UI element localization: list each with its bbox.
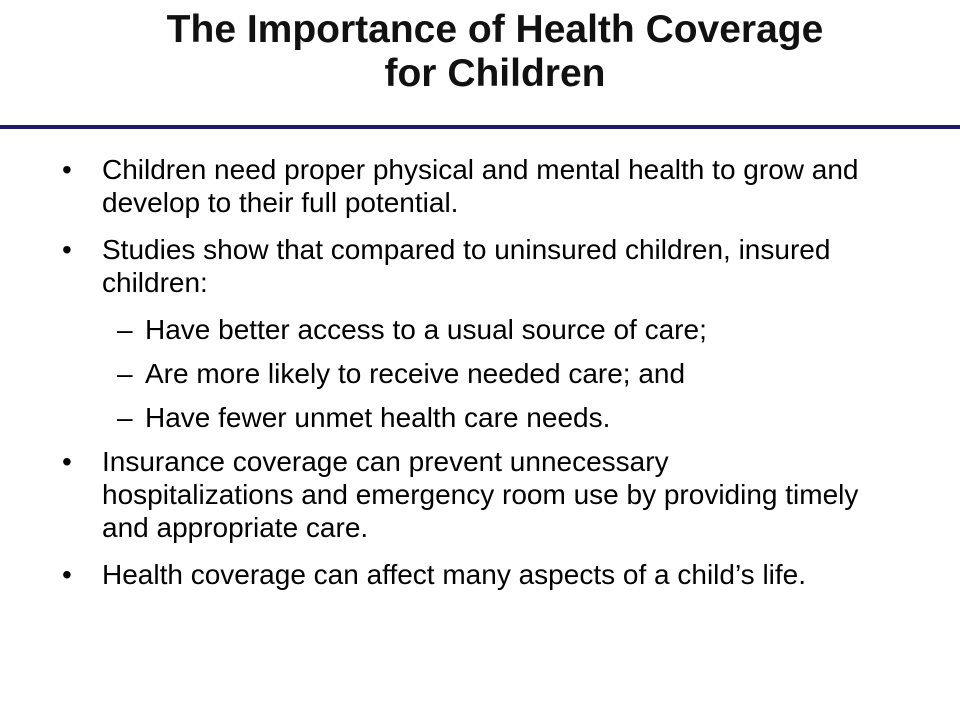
bullet-item: [0, 233, 862, 299]
sub-bullet-marker: –: [117, 402, 133, 433]
sub-bullet-marker: –: [117, 358, 133, 389]
bullet-text: Studies show that compared to uninsured children, insured children:: [102, 234, 831, 298]
bullet-item: [0, 558, 862, 591]
bullet-text: Health coverage can affect many aspects of a child’s life.: [102, 559, 807, 590]
slide-title-line-2: for Children: [384, 52, 606, 95]
sub-bullet-marker: –: [117, 314, 133, 345]
bullet-text: Insurance coverage can prevent unnecessary hospitalizations and emergency room use by providing timely and appropriate care.: [102, 446, 859, 543]
slide-title: [0, 8, 960, 96]
bullet-item: [0, 445, 862, 544]
sub-bullet-text: Are more likely to receive needed care; and: [145, 358, 686, 389]
bullet-marker: •: [62, 446, 72, 477]
bullet-marker: •: [62, 154, 72, 185]
slide-title-line-1: The Importance of Health Coverage: [166, 8, 824, 51]
sub-bullet-item: [0, 357, 905, 390]
bullet-item: [0, 153, 862, 219]
sub-bullet-text: Have fewer unmet health care needs.: [145, 402, 611, 433]
title-divider: [0, 125, 960, 129]
bullet-list: [0, 153, 960, 591]
bullet-text: Children need proper physical and mental health to grow and develop to their full potential.: [102, 154, 859, 218]
sub-bullet-item: [0, 313, 905, 346]
bullet-marker: •: [62, 559, 72, 590]
sub-bullet-text: Have better access to a usual source of care;: [145, 314, 707, 345]
bullet-marker: •: [62, 234, 72, 265]
sub-bullet-item: [0, 401, 905, 434]
